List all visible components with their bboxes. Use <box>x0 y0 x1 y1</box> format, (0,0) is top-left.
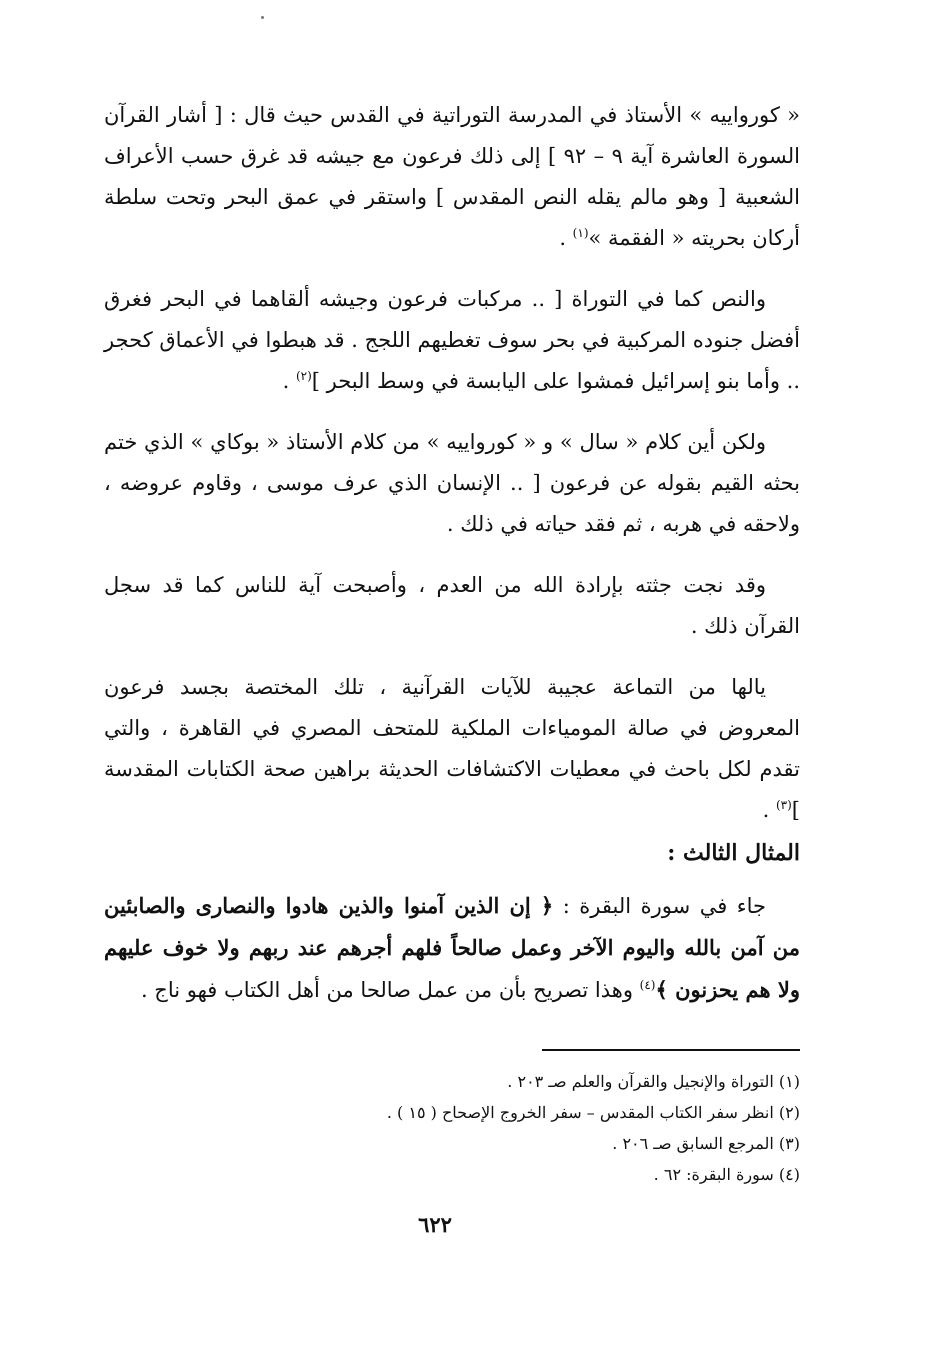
footnote-ref-4: (٤) <box>639 978 656 992</box>
quran-quote: ﴿ إن الذين آمنوا والذين هادوا والنصارى والصابئين من آمن بالله واليوم الآخر وعمل صالحاً فلهم أجرهم عند ربهم ولا خوف عليهم ولا هم يحزنون ﴾ <box>104 893 800 1002</box>
paragraph-6 <box>104 885 800 1011</box>
paragraph-2-text: والنص كما في التوراة [ .. مركبات فرعون وجيشه ألقاهما في البحر فغرق أفضل جنوده المركبية في بحر سوف تغطيهم اللجج . قد هبطوا في الأعماق كحجر .. وأما بنو إسرائيل فمشوا على اليابسة في وسط البحر ] <box>104 287 800 393</box>
footnote-ref-3: (٣) <box>775 798 792 812</box>
paragraph-2-end: . <box>282 369 296 393</box>
paragraph-3: ولكن أين كلام « سال » و « كورواييه » من كلام الأستاذ « بوكاي » الذي ختم بحثه القيم بقوله عن فرعون [ .. الإنسان الذي عرف موسى ، وقاوم عروضه ، ولاحقه في هربه ، ثم فقد حياته في ذلك . <box>104 430 800 536</box>
footnote-divider <box>542 1049 800 1051</box>
paragraph-5 <box>104 667 800 831</box>
page-number: ٦٢٢ <box>418 1212 452 1237</box>
footnote-ref-2: (٢) <box>295 369 312 383</box>
paragraph-6-lead: جاء في سورة البقرة : <box>553 894 767 918</box>
paragraph-5-text: يالها من التماعة عجيبة للآيات القرآنية ، تلك المختصة بجسد فرعون المعروض في صالة المومياءات الملكية للمتحف المصري في القاهرة ، والتي تقدم لكل باحث في معطيات الاكتشافات الحديثة براهين صحة الكتابات المقدسة ] <box>104 675 800 822</box>
footnote-3: (٣) المرجع السابق صـ ٢٠٦ . <box>612 1134 800 1153</box>
footnotes <box>320 1066 800 1190</box>
paragraph-1-text: « كورواييه » الأستاذ في المدرسة التوراتية في القدس حيث قال : [ أشار القرآن السورة العاشرة آية ٩ – ٩٢ ] إلى ذلك فرعون مع جيشه قد غرق حسب الأعراف الشعبية [ وهو مالم يقله النص المقدس ] واستقر في عمق البحر وتحت سلطة أركان بحريته « الفقمة » <box>104 103 800 250</box>
page-body <box>104 95 800 1031</box>
footnote-4: (٤) سورة البقرة: ٦٢ . <box>653 1165 800 1184</box>
paragraph-1-end: . <box>559 226 573 250</box>
footnote-1: (١) التوراة والإنجيل والقرآن والعلم صـ ٢٠٣ . <box>507 1072 800 1091</box>
paragraph-1 <box>104 95 800 259</box>
paragraph-5-end: . <box>762 798 776 822</box>
footnote-2: (٢) انظر سفر الكتاب المقدس – سفر الخروج الإصحاح ( ١٥ ) . <box>386 1103 800 1122</box>
paragraph-4: وقد نجت جثته بإرادة الله من العدم ، وأصبحت آية للناس كما قد سجل القرآن ذلك . <box>104 573 800 638</box>
footnote-ref-1: (١) <box>572 226 589 240</box>
section-heading: المثال الثالث : <box>667 840 800 866</box>
scan-speck <box>261 16 264 19</box>
paragraph-6-end: وهذا تصريح بأن من عمل صالحا من أهل الكتاب فهو ناج . <box>140 978 640 1002</box>
paragraph-2 <box>104 279 800 402</box>
